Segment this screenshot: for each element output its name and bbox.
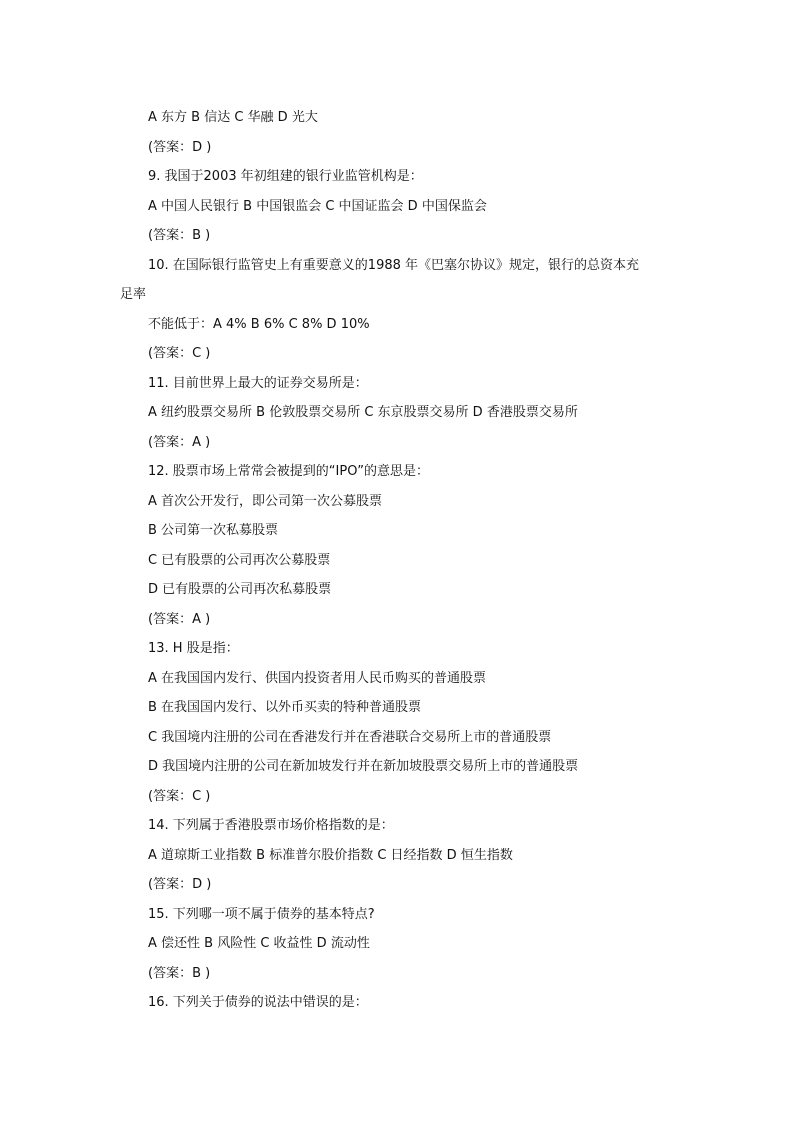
option-line: A 道琼斯工业指数 B 标准普尔股价指数 C 日经指数 D 恒生指数 xyxy=(148,847,513,863)
option-line: A 纽约股票交易所 B 伦敦股票交易所 C 东京股票交易所 D 香港股票交易所 xyxy=(148,405,578,420)
answer-line: (答案：D ) xyxy=(148,877,212,892)
option-line: C 我国境内注册的公司在香港发行并在香港联合交易所上市的普通股票 xyxy=(148,729,552,745)
question-11: 11. 目前世界上最大的证券交易所是： xyxy=(148,375,368,391)
option-line: A 首次公开发行，即公司第一次公募股票 xyxy=(148,493,383,509)
question-10-continuation: 足率 xyxy=(120,287,147,302)
option-line: D 我国境内注册的公司在新加坡发行并在新加坡股票交易所上市的普通股票 xyxy=(148,759,579,774)
question-15: 15. 下列哪一项不属于债券的基本特点? xyxy=(148,906,375,922)
option-line: D 已有股票的公司再次私募股票 xyxy=(148,582,332,597)
question-13: 13. H 股是指： xyxy=(148,641,239,656)
option-line: A 中国人民银行 B 中国银监会 C 中国证监会 D 中国保监会 xyxy=(148,198,487,214)
option-line: A 在我国国内发行、供国内投资者用人民币购买的普通股票 xyxy=(148,670,487,686)
answer-line: (答案：A ) xyxy=(148,434,211,450)
option-line: B 公司第一次私募股票 xyxy=(148,523,279,538)
question-14: 14. 下列属于香港股票市场价格指数的是： xyxy=(148,818,394,833)
answer-line: (答案：A ) xyxy=(148,611,211,627)
option-line: B 在我国国内发行、以外币买卖的特种普通股票 xyxy=(148,700,422,715)
option-line: A 东方 B 信达 C 华融 D 光大 xyxy=(148,110,318,125)
option-line: A 偿还性 B 风险性 C 收益性 D 流动性 xyxy=(148,936,370,951)
answer-line: (答案：B ) xyxy=(148,965,211,981)
answer-line: (答案：B ) xyxy=(148,228,211,243)
answer-line: (答案：C ) xyxy=(148,346,211,361)
answer-line: (答案：C ) xyxy=(148,788,211,804)
option-line: 不能低于：A 4% B 6% C 8% D 10% xyxy=(148,316,370,332)
option-line: C 已有股票的公司再次公募股票 xyxy=(148,552,331,568)
question-16: 16. 下列关于债券的说法中错误的是： xyxy=(148,995,368,1010)
question-9: 9. 我国于2003 年初组建的银行业监管机构是： xyxy=(148,169,423,184)
question-12: 12. 股票市场上常常会被提到的“IPO”的意思是： xyxy=(148,464,429,479)
answer-line: (答案：D ) xyxy=(148,139,212,155)
question-10: 10. 在国际银行监管史上有重要意义的1988 年《巴塞尔协议》规定，银行的总资本充 xyxy=(148,257,640,273)
